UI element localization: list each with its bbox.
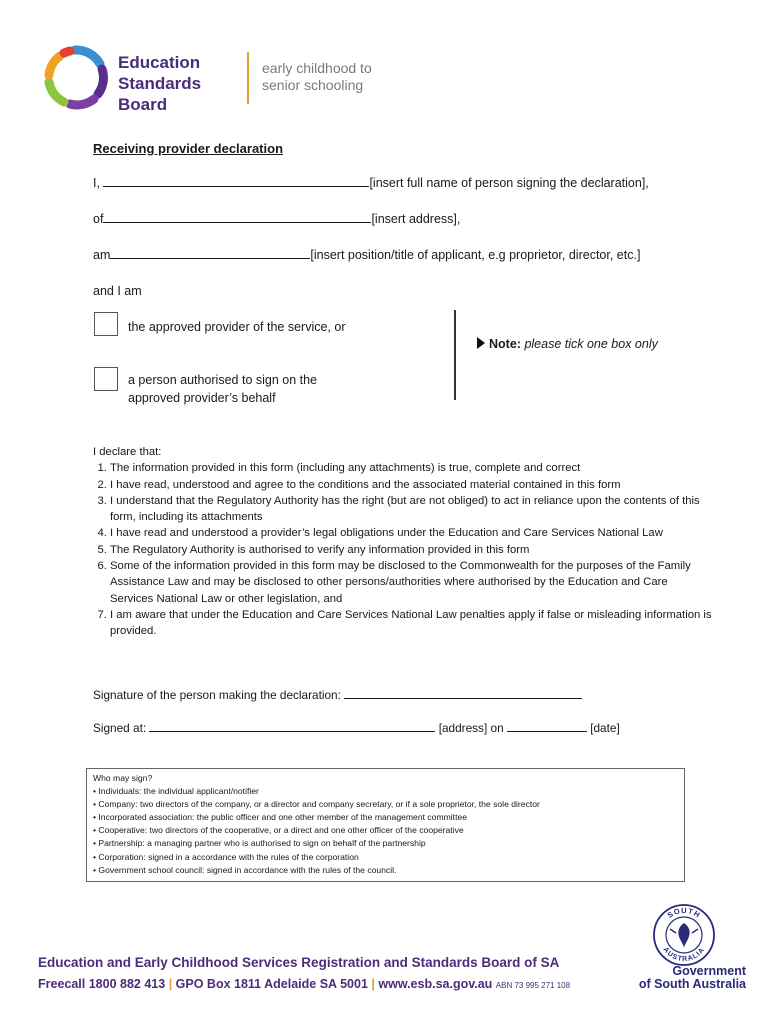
website-link[interactable]: www.esb.sa.gov.au xyxy=(378,977,493,991)
date-field[interactable] xyxy=(507,721,587,732)
who-may-sign-item: • Partnership: a managing partner who is authorised to sign on behalf of the partnership xyxy=(93,838,426,849)
signed-at-label: Signed at: xyxy=(93,721,147,735)
name-hint: [insert full name of person signing the declaration], xyxy=(369,176,649,190)
seal-top-text: SOUTH xyxy=(665,905,703,920)
separator: | xyxy=(168,977,173,991)
position-hint: [insert position/title of applicant, e.g proprietor, director, etc.] xyxy=(310,248,641,262)
address-on-hint: [address] on xyxy=(438,721,504,735)
signature-label: Signature of the person making the declaration: xyxy=(93,688,341,702)
declaration-item: 4. I have read and understood a provider’s legal obligations under the Education and Care Services National Law xyxy=(110,525,713,541)
who-may-sign-item: • Government school council: signed in accordance with the rules of the council. xyxy=(93,864,397,875)
name-field[interactable] xyxy=(103,176,369,187)
declaration-item: 2. I have read, understood and agree to the conditions and the associated material contained in this form xyxy=(110,477,713,493)
brand-line-2: Standards xyxy=(118,74,202,93)
option-authorised-person xyxy=(128,371,317,407)
who-may-sign-item: • Corporation: signed in a accordance with the rules of the corporation xyxy=(93,851,359,862)
gov-line-2: of South Australia xyxy=(638,977,746,991)
and-i-am: and I am xyxy=(93,284,142,298)
address-hint: [insert address], xyxy=(371,212,461,226)
who-may-sign-item: • Company: two directors of the company, or a director and company secretary, or if a sole proprietor, the sole director xyxy=(93,799,540,810)
sa-government-seal-icon xyxy=(652,903,716,967)
who-may-sign-item: • Incorporated association: the public officer and one other member of the management committee xyxy=(93,812,468,823)
footer-title: Education and Early Childhood Services Registration and Standards Board of SA xyxy=(38,955,560,970)
option2-line-2: approved provider’s behalf xyxy=(128,391,276,405)
triangle-right-icon xyxy=(477,337,485,349)
form-heading: Receiving provider declaration xyxy=(93,141,284,156)
signed-at-line xyxy=(93,721,620,735)
approved-provider-checkbox[interactable] xyxy=(94,312,118,336)
signed-at-field[interactable] xyxy=(149,721,435,732)
note-text: please tick one box only xyxy=(524,337,658,351)
name-line xyxy=(93,176,649,190)
seal-bottom-text: AUSTRALIA xyxy=(661,946,707,964)
tagline-line-1: early childhood to xyxy=(262,60,372,76)
brand-line-3: Board xyxy=(118,95,168,114)
address-prefix: of xyxy=(93,212,104,226)
who-may-sign-item: • Cooperative: two directors of the cooperative, or a direct and one other officer of the cooperative xyxy=(93,825,464,836)
declaration-item: 1. The information provided in this form (including any attachments) is true, complete and correct xyxy=(110,460,713,476)
tagline-line-2: senior schooling xyxy=(262,77,364,93)
who-may-sign-box xyxy=(86,768,685,882)
signature-line xyxy=(93,688,582,702)
separator: | xyxy=(371,977,375,991)
address-field[interactable] xyxy=(103,212,371,223)
declaration-intro: I declare that: xyxy=(93,446,162,458)
vertical-divider xyxy=(454,310,456,400)
tagline xyxy=(262,60,372,94)
freecall: Freecall 1800 882 413 xyxy=(38,977,166,991)
name-prefix: I, xyxy=(93,176,100,190)
option-approved-provider: the approved provider of the service, or xyxy=(128,320,346,334)
po-box: GPO Box 1811 Adelaide SA 5001 xyxy=(175,977,368,991)
declaration-list xyxy=(93,460,713,639)
signature-field[interactable] xyxy=(344,688,582,699)
who-may-sign-title: Who may sign? xyxy=(93,773,153,783)
declaration-item: 7. I am aware that under the Education and Care Services National Law penalties apply if false or misleading information is provided. xyxy=(110,607,713,640)
authorised-person-checkbox[interactable] xyxy=(94,367,118,391)
position-line xyxy=(93,248,640,262)
brand-line-1: Education xyxy=(118,53,201,72)
date-hint: [date] xyxy=(590,721,620,735)
position-field[interactable] xyxy=(110,248,310,259)
declaration xyxy=(93,444,713,640)
option2-line-1: a person authorised to sign on the xyxy=(128,373,318,387)
position-prefix: am xyxy=(93,248,111,262)
footer-contact xyxy=(38,977,570,991)
who-may-sign-item: • Individuals: the individual applicant/notifier xyxy=(93,786,259,797)
declaration-item: 3. I understand that the Regulatory Authority has the right (but are not obliged) to act in reliance upon the contents of this form, including its attachments xyxy=(110,493,713,526)
brand-name xyxy=(118,52,201,115)
gov-line-1: Government xyxy=(672,964,746,978)
brand-divider xyxy=(247,52,249,104)
abn: ABN 73 995 271 108 xyxy=(495,981,571,990)
government-of-sa xyxy=(626,965,746,991)
declaration-item: 6. Some of the information provided in this form may be disclosed to the Commonwealth for the purposes of the Family Assistance Law and may be disclosed to other persons/authorities where authorised by the Education and Care Services National Law or other legislation, and xyxy=(110,558,713,607)
esb-logo-icon xyxy=(40,42,110,112)
address-line xyxy=(93,212,460,226)
note xyxy=(477,337,658,351)
declaration-item: 5. The Regulatory Authority is authorised to verify any information provided in this form xyxy=(110,542,713,558)
note-label: Note: xyxy=(489,337,521,351)
